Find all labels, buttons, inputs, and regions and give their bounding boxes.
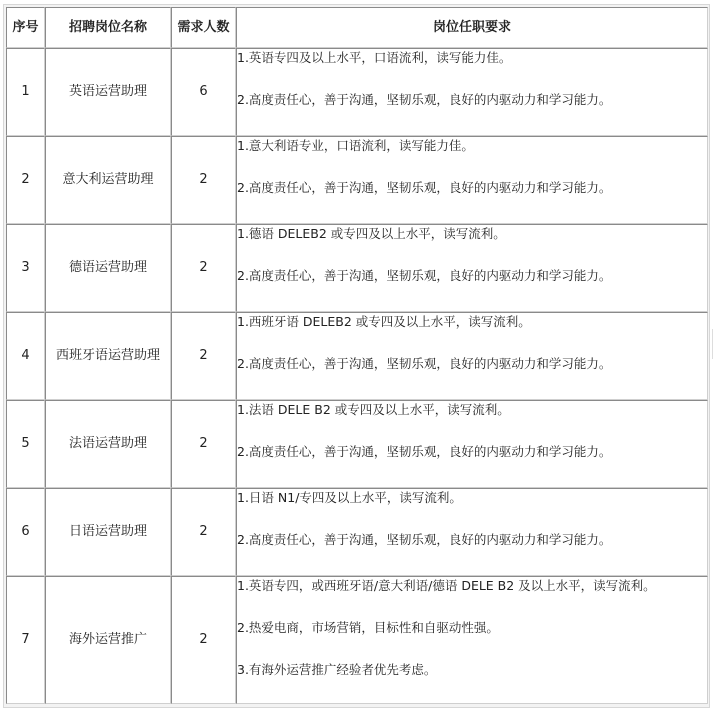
row-position: 意大利运营助理 — [45, 136, 171, 224]
header-position: 招聘岗位名称 — [45, 7, 171, 48]
row-index: 2 — [6, 136, 45, 224]
row-requirements — [236, 400, 708, 488]
row-requirements — [236, 224, 708, 312]
requirement-line: 3.有海外运营推广经验者优先考虑。 — [237, 662, 437, 677]
table-row — [6, 48, 708, 136]
requirement-line: 1.英语专四，或西班牙语/意大利语/德语 DELE B2 及以上水平，读写流利。 — [237, 578, 656, 593]
table-row — [6, 224, 708, 312]
scroll-edge-marker — [712, 329, 717, 359]
row-position: 日语运营助理 — [45, 488, 171, 576]
requirement-line: 1.德语 DELEB2 或专四及以上水平，读写流利。 — [237, 226, 506, 241]
header-requirements: 岗位任职要求 — [236, 7, 708, 48]
row-position: 海外运营推广 — [45, 576, 171, 704]
row-index: 4 — [6, 312, 45, 400]
row-position: 法语运营助理 — [45, 400, 171, 488]
requirement-line: 1.日语 N1/专四及以上水平，读写流利。 — [237, 490, 462, 505]
row-position: 西班牙语运营助理 — [45, 312, 171, 400]
requirement-line: 1.英语专四及以上水平，口语流利，读写能力佳。 — [237, 50, 512, 65]
job-requirements-table — [6, 7, 708, 704]
requirement-line: 1.西班牙语 DELEB2 或专四及以上水平，读写流利。 — [237, 314, 531, 329]
requirement-line: 2.高度责任心，善于沟通，坚韧乐观，良好的内驱动力和学习能力。 — [237, 356, 612, 371]
requirement-line: 2.热爱电商，市场营销，目标性和自驱动性强。 — [237, 620, 499, 635]
row-count: 6 — [171, 48, 236, 136]
requirement-line: 2.高度责任心，善于沟通，坚韧乐观，良好的内驱动力和学习能力。 — [237, 444, 612, 459]
row-requirements — [236, 576, 708, 704]
row-count: 2 — [171, 488, 236, 576]
row-index: 1 — [6, 48, 45, 136]
row-count: 2 — [171, 136, 236, 224]
header-index: 序号 — [6, 7, 45, 48]
row-index: 7 — [6, 576, 45, 704]
table-row — [6, 312, 708, 400]
row-index: 6 — [6, 488, 45, 576]
requirement-line: 2.高度责任心，善于沟通，坚韧乐观，良好的内驱动力和学习能力。 — [237, 92, 612, 107]
header-count: 需求人数 — [171, 7, 236, 48]
table-row — [6, 400, 708, 488]
row-index: 3 — [6, 224, 45, 312]
row-index: 5 — [6, 400, 45, 488]
table-row — [6, 488, 708, 576]
row-requirements — [236, 48, 708, 136]
requirement-line: 1.意大利语专业，口语流利，读写能力佳。 — [237, 138, 474, 153]
row-requirements — [236, 136, 708, 224]
requirement-line: 2.高度责任心，善于沟通，坚韧乐观，良好的内驱动力和学习能力。 — [237, 532, 612, 547]
requirement-line: 2.高度责任心，善于沟通，坚韧乐观，良好的内驱动力和学习能力。 — [237, 180, 612, 195]
header-row — [6, 7, 708, 48]
row-count: 2 — [171, 312, 236, 400]
row-count: 2 — [171, 400, 236, 488]
row-position: 英语运营助理 — [45, 48, 171, 136]
table-row — [6, 576, 708, 704]
row-count: 2 — [171, 576, 236, 704]
row-requirements — [236, 488, 708, 576]
requirement-line: 1.法语 DELE B2 或专四及以上水平，读写流利。 — [237, 402, 510, 417]
table-row — [6, 136, 708, 224]
requirement-line: 2.高度责任心，善于沟通，坚韧乐观，良好的内驱动力和学习能力。 — [237, 268, 612, 283]
row-position: 德语运营助理 — [45, 224, 171, 312]
row-count: 2 — [171, 224, 236, 312]
row-requirements — [236, 312, 708, 400]
